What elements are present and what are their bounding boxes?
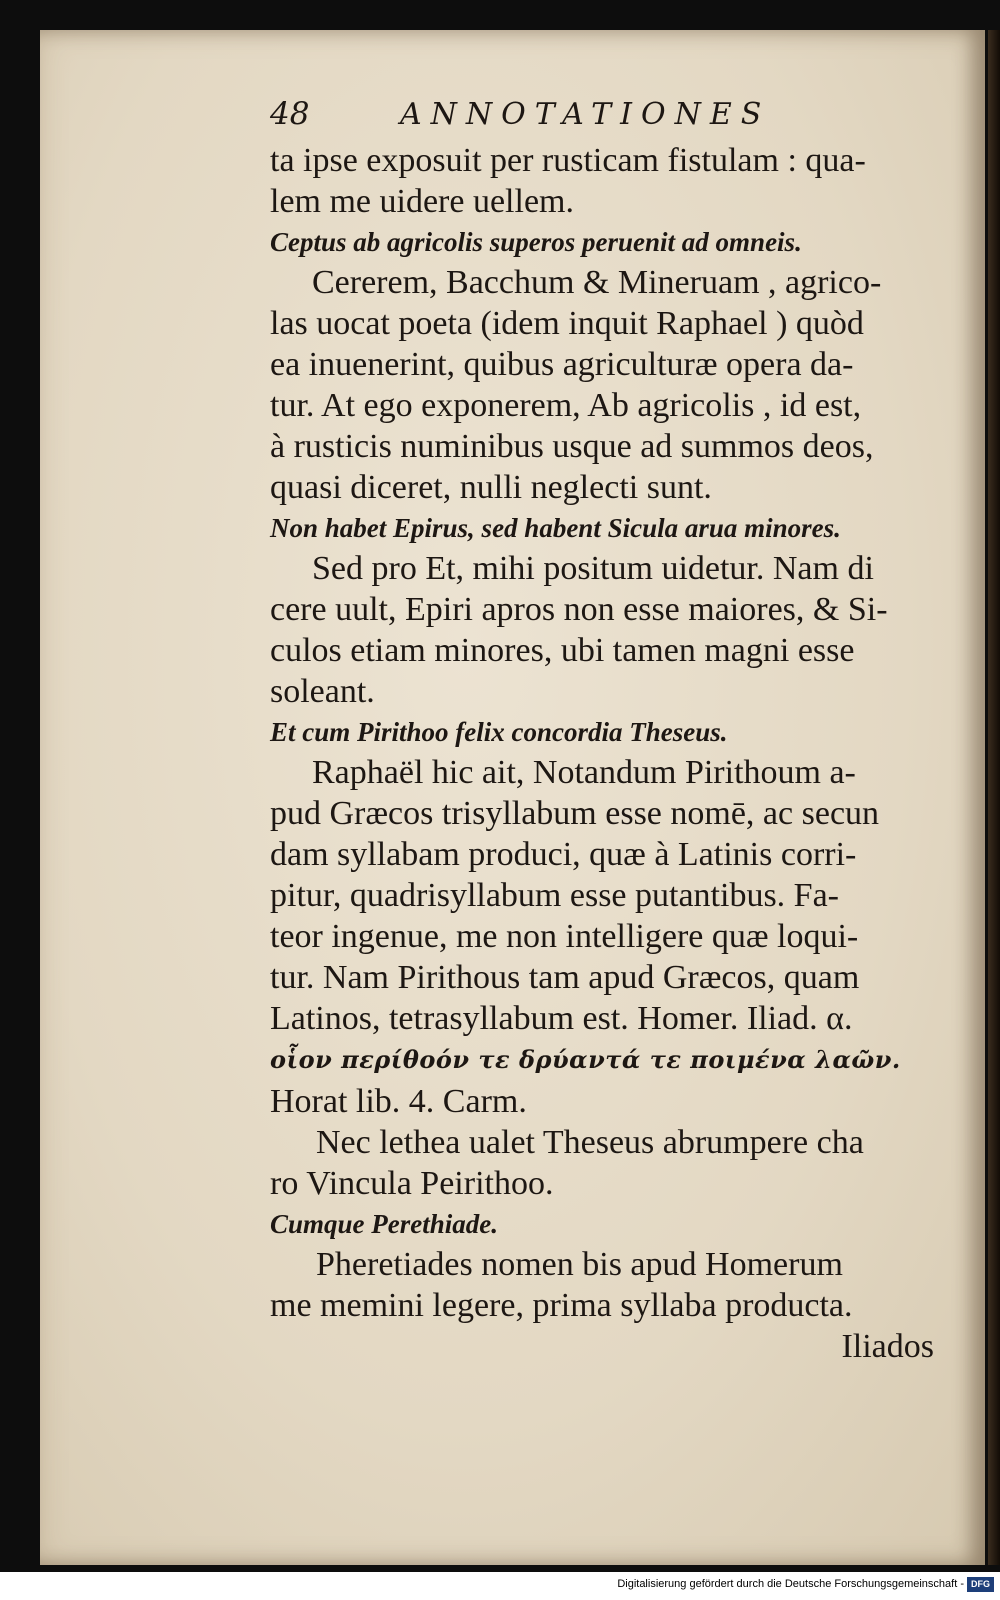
line: ro Vincula Peirithoo.	[270, 1165, 554, 1202]
line: Horat lib. 4. Carm.	[270, 1083, 527, 1120]
line: culos etiam minores, ubi tamen magni esse	[270, 632, 855, 669]
lemma-quote: Non habet Epirus, sed habent Sicula arua minores.	[270, 513, 841, 543]
dfg-logo: DFG	[967, 1577, 994, 1592]
catchword: Iliados	[841, 1328, 934, 1365]
page-number: 48	[270, 96, 310, 132]
page-text-block	[270, 96, 940, 1367]
page-header	[270, 96, 940, 140]
line: tur. Nam Pirithous tam apud Græcos, quam	[270, 959, 860, 996]
line: Latinos, tetrasyllabum est. Homer. Iliad. α.	[270, 1000, 853, 1037]
footer-credit: Digitalisierung gefördert durch die Deutsche Forschungsgemeinschaft -	[617, 1578, 964, 1590]
line: Cererem, Bacchum & Mineruam , agrico-	[312, 264, 882, 301]
line: quasi diceret, nulli neglecti sunt.	[270, 469, 712, 506]
line: cere uult, Epiri apros non esse maiores, & Si-	[270, 591, 888, 628]
running-head: ANNOTATIONES	[400, 97, 771, 132]
line: me memini legere, prima syllaba producta.	[270, 1287, 853, 1324]
greek-quote: οἷον περίθοόν τε δρύαντά τε ποιμένα λαῶν.	[270, 1045, 901, 1074]
line: à rusticis numinibus usque ad summos deos,	[270, 428, 874, 465]
lemma-quote: Cumque Perethiade.	[270, 1209, 498, 1239]
line: pud Græcos trisyllabum esse nomē, ac secun	[270, 795, 880, 832]
line: ea inuenerint, quibus agriculturæ opera da-	[270, 346, 854, 383]
line: dam syllabam produci, quæ à Latinis corri-	[270, 836, 857, 873]
line: Raphaël hic ait, Notandum Pirithoum a-	[312, 754, 856, 791]
lemma-quote: Ceptus ab agricolis superos peruenit ad omneis.	[270, 227, 802, 257]
line: las uocat poeta (idem inquit Raphael ) quòd	[270, 305, 864, 342]
line: Nec lethea ualet Theseus abrumpere cha	[316, 1124, 864, 1161]
line: Pheretiades nomen bis apud Homerum	[316, 1246, 843, 1283]
line: tur. At ego exponerem, Ab agricolis , id est,	[270, 387, 862, 424]
line: soleant.	[270, 673, 375, 710]
footer-bar	[0, 1572, 1000, 1600]
line: ta ipse exposuit per rusticam fistulam : qua-	[270, 142, 866, 179]
line: lem me uidere uellem.	[270, 183, 574, 220]
line: teor ingenue, me non intelligere quæ loqui-	[270, 918, 859, 955]
page-edge-shadow	[988, 30, 1000, 1565]
line: pitur, quadrisyllabum esse putantibus. Fa-	[270, 877, 840, 914]
line: Sed pro Et, mihi positum uidetur. Nam di	[312, 550, 874, 587]
lemma-quote: Et cum Pirithoo felix concordia Theseus.	[270, 717, 728, 747]
